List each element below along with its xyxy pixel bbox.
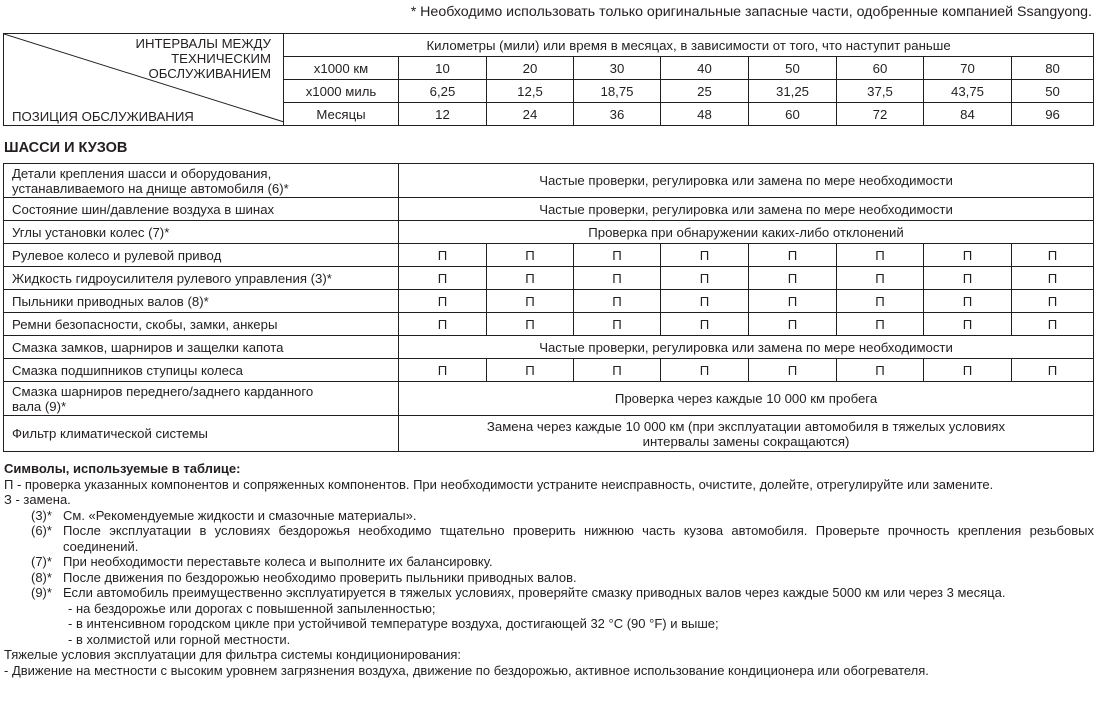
footnote: (8)* После движения по бездорожью необходимо проверить пыльники приводных валов.: [31, 569, 577, 585]
sub-condition: - на бездорожье или дорогах с повышенной запыленностью;: [68, 600, 436, 616]
legend-p: П - проверка указанных компонентов и сопряженных компонентов. При необходимости устраните неисправность, очистите, долейте, отрегулируйте или замените.: [4, 476, 994, 492]
position-label: ПОЗИЦИЯ ОБСЛУЖИВАНИЯ: [12, 109, 194, 124]
footnote: (9)* Если автомобиль преимущественно эксплуатируется в тяжелых условиях, проверяйте смазку приводных валов через каждые 5000 км или через 3 месяца.: [31, 585, 1006, 600]
item-span-text: Частые проверки, регулировка или замена по мере необходимости: [399, 164, 1094, 198]
sub-condition: - в холмистой или горной местности.: [68, 631, 291, 647]
table-row: [4, 221, 1094, 244]
maintenance-table: [3, 163, 1094, 452]
item-label: Смазка шарниров переднего/заднего карданного вала (9)*: [4, 382, 399, 416]
legend-z: З - замена.: [4, 492, 71, 507]
item-label: Жидкость гидроусилителя рулевого управления (3)*: [4, 267, 399, 290]
legend-title: Символы, используемые в таблице:: [4, 461, 241, 476]
months-row: Месяцы 12 24 36 48 60 72 84 96: [4, 103, 1094, 126]
table-row: Ремни безопасности, скобы, замки, анкеры П П П П П П П П: [4, 313, 1094, 336]
item-label: Фильтр климатической системы: [4, 416, 399, 452]
item-span-text: Частые проверки, регулировка или замена по мере необходимости: [399, 336, 1094, 359]
sub-condition: - в интенсивном городском цикле при устойчивой температуре воздуха, достигающей 32 °C (90 °F) и выше;: [68, 616, 719, 631]
item-label: Углы установки колес (7)*: [4, 221, 399, 244]
item-span-text: Проверка через каждые 10 000 км пробега: [399, 382, 1094, 416]
table-row: Рулевое колесо и рулевой привод П П П П П П П П: [4, 244, 1094, 267]
top-note: * Необходимо использовать только оригинальные запасные части, одобренные компанией Ssangyong.: [410, 4, 1092, 20]
item-label: Состояние шин/давление воздуха в шинах: [4, 198, 399, 221]
miles-row: x1000 миль 6,25 12,5 18,75 25 31,25 37,5 43,75 50: [4, 80, 1094, 103]
footnote: (6)* После эксплуатации в условиях бездорожья необходимо тщательно проверить нижнюю часть кузова автомобиля. Проверьте прочность крепления резьбовых соединений.: [31, 523, 1094, 554]
table-row: Пыльники приводных валов (8)* П П П П П П П П: [4, 290, 1094, 313]
table-row: [4, 164, 1094, 198]
item-label: Пыльники приводных валов (8)*: [4, 290, 399, 313]
header-diagonal-cell: [4, 34, 284, 126]
item-label: Смазка подшипников ступицы колеса: [4, 359, 399, 382]
item-label: Смазка замков, шарниров и защелки капота: [4, 336, 399, 359]
legend: [4, 461, 1094, 678]
severe-title: Тяжелые условия эксплуатации для фильтра системы кондиционирования:: [4, 647, 462, 662]
item-label: Ремни безопасности, скобы, замки, анкеры: [4, 313, 399, 336]
km-row: x1000 км 10 20 30 40 50 60 70 80: [4, 57, 1094, 80]
table-row: [4, 416, 1094, 452]
table-row: Жидкость гидроусилителя рулевого управления (3)* П П П П П П П П: [4, 267, 1094, 290]
item-span-text: Частые проверки, регулировка или замена по мере необходимости: [399, 198, 1094, 221]
footnote: (3)* См. «Рекомендуемые жидкости и смазочные материалы».: [31, 507, 417, 523]
interval-header-table: [3, 33, 1094, 126]
interval-span-label: Километры (мили) или время в месяцах, в зависимости от того, что наступит раньше: [284, 34, 1094, 57]
table-row: [4, 336, 1094, 359]
severe-text: - Движение на местности с высоким уровнем загрязнения воздуха, движение по бездорожью, активное использование кондиционера или обогревателя.: [4, 662, 929, 678]
item-span-text: Проверка при обнаружении каких-либо отклонений: [399, 221, 1094, 244]
footnote: (7)* При необходимости переставьте колеса и выполните их балансировку.: [31, 554, 493, 569]
table-row: [4, 382, 1094, 416]
intervals-label: ИНТЕРВАЛЫ МЕЖДУ ТЕХНИЧЕСКИМ ОБСЛУЖИВАНИЕМ: [135, 36, 271, 81]
table-row: [4, 198, 1094, 221]
item-label: Детали крепления шасси и оборудования, устанавливаемого на днище автомобиля (6)*: [4, 164, 399, 198]
section-title: ШАССИ И КУЗОВ: [4, 140, 128, 156]
table-row: Смазка подшипников ступицы колеса П П П П П П П П: [4, 359, 1094, 382]
item-span-text: Замена через каждые 10 000 км (при эксплуатации автомобиля в тяжелых условиях интервалы замены сокращаются): [399, 416, 1094, 452]
item-label: Рулевое колесо и рулевой привод: [4, 244, 399, 267]
